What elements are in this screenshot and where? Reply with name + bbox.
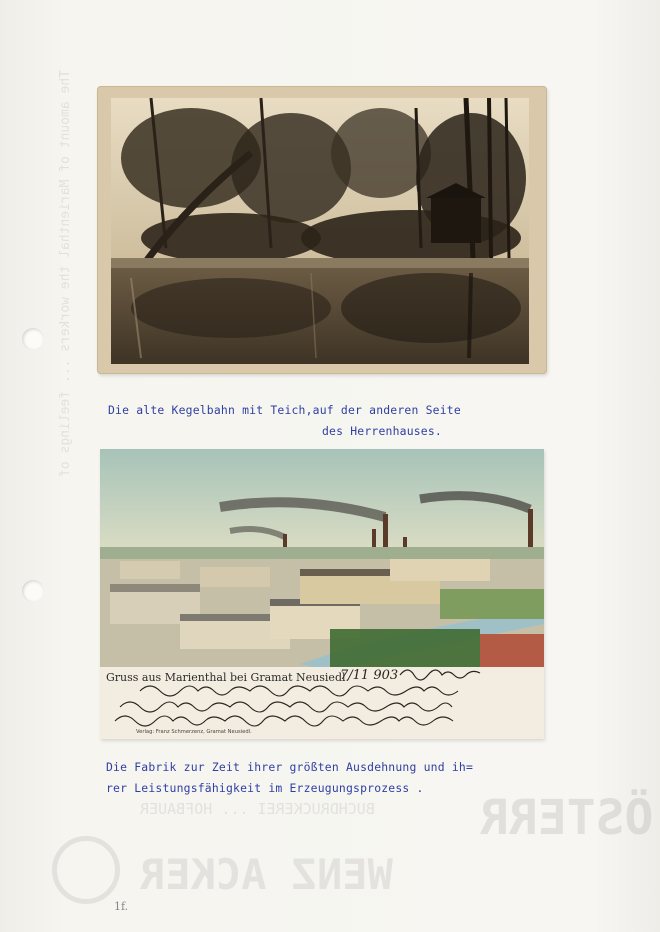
punch-hole-bottom: [22, 580, 44, 602]
postcard-factory-marienthal: [100, 449, 544, 739]
pencil-mark: 1f.: [114, 900, 129, 913]
postcard-publisher: Verlag: Franz Schmerzenz, Gramat Neusiedl.: [136, 729, 252, 735]
caption-photo2-line2: rer Leistungsfähigkeit im Erzeugungsprozess .: [106, 781, 424, 795]
bleed-through-line: BUCHDRUCKEREI ... HOFBAUER: [140, 800, 375, 818]
caption-photo2-line1: Die Fabrik zur Zeit ihrer größten Ausdehnung und ih=: [106, 760, 474, 774]
caption-photo1-line2: des Herrenhauses.: [322, 424, 442, 438]
handwritten-date: 7/11 903: [340, 668, 399, 683]
photo-kegelbahn-image: [111, 98, 529, 364]
punch-hole-top: [22, 328, 44, 350]
pond-trees-illustration: [111, 98, 529, 364]
caption-photo1-line1: Die alte Kegelbahn mit Teich,auf der anderen Seite: [108, 403, 461, 417]
bleed-through-side-text: The amount of Marienthal the workers ... feelings of: [58, 70, 73, 477]
bleed-through-logo: [52, 836, 120, 904]
handwritten-message: [100, 661, 544, 739]
bleed-through-big-text-2: WENZ ACKER: [140, 850, 393, 899]
bleed-through-big-text-1: ÖSTERR: [480, 790, 654, 846]
postcard-printed-title: Gruss aus Marienthal bei Gramat Neusiedl.: [106, 671, 349, 684]
photo-kegelbahn-teich: [97, 86, 547, 374]
